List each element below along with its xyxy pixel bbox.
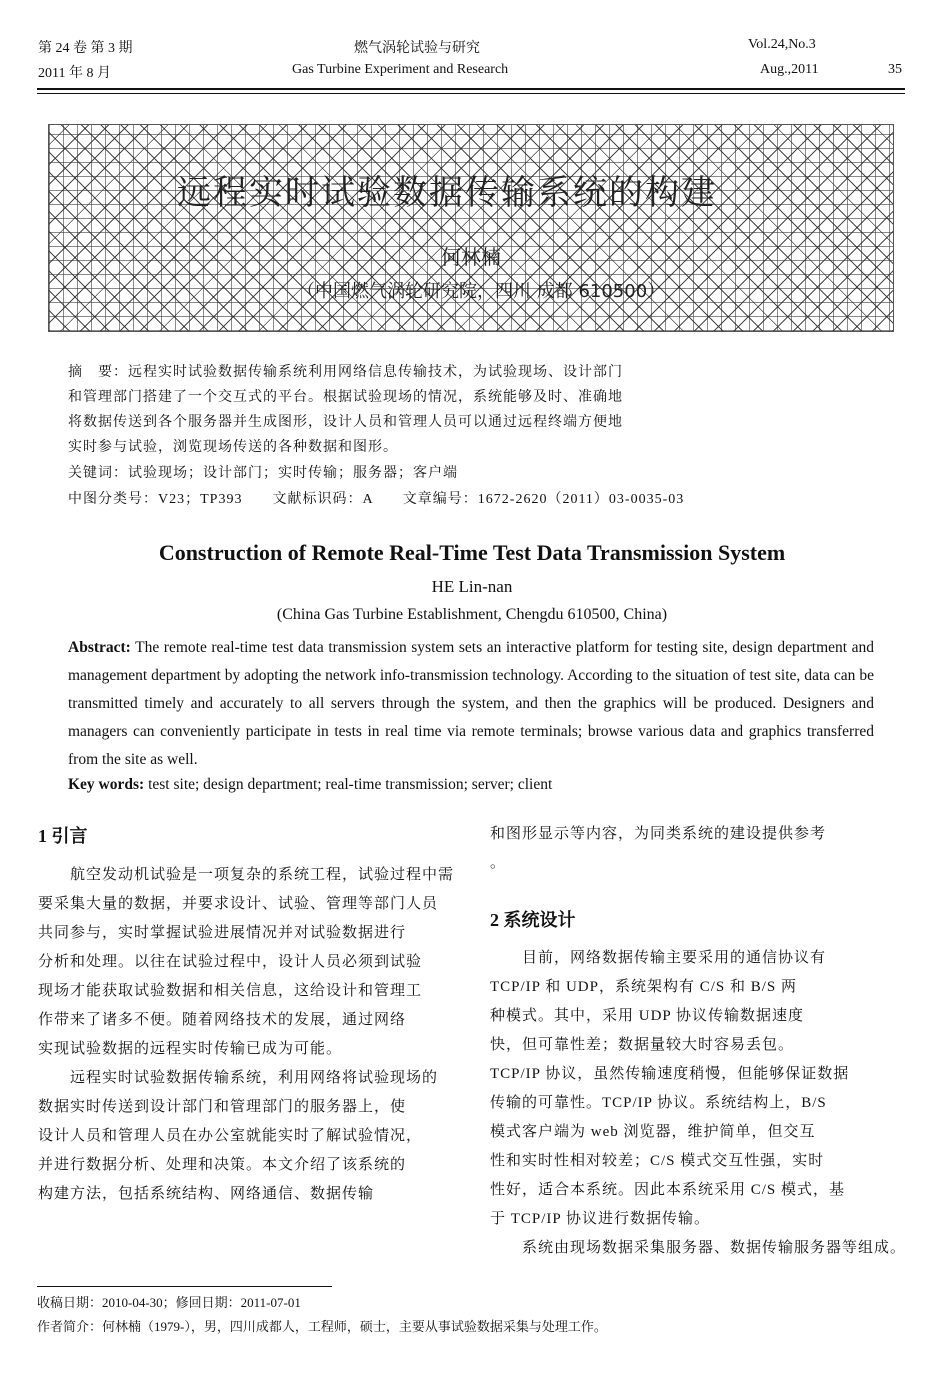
section-1-line: 航空发动机试验是一项复杂的系统工程，试验过程中需: [38, 867, 455, 883]
volume-cn: 第 24 卷 第 3 期: [38, 41, 133, 56]
english-affiliation: (China Gas Turbine Establishment, Chengdu 610500, China): [276, 606, 668, 623]
abstract-cn-line: 将数据传送到各个服务器并生成图形，设计人员和管理人员可以通过远程终端方便地: [68, 415, 623, 430]
footnote-rule: [37, 1286, 332, 1287]
section-1-line: 现场才能获取试验数据和相关信息，这给设计和管理工: [38, 983, 423, 999]
section-1-heading: 1 引言: [38, 826, 88, 846]
abstract-label: Abstract:: [68, 639, 131, 656]
section-1-line: 远程实时试验数据传输系统，利用网络将试验现场的: [38, 1070, 439, 1086]
classification-cn: 中图分类号：V23；TP393 文献标识码：A 文章编号：1672-2620（2011）03-0035-03: [68, 492, 685, 507]
keywords-label: Key words:: [68, 776, 145, 793]
section-2-line: 性好，适合本系统。因此本系统采用 C/S 模式，基: [490, 1182, 846, 1198]
header-rule-thick: [37, 88, 905, 90]
section-1-line: 实现试验数据的远程实时传输已成为可能。: [38, 1041, 343, 1057]
english-keywords: [68, 776, 552, 794]
date-en: Aug.,2011: [760, 62, 819, 77]
section-1-line: 构建方法，包括系统结构、网络通信、数据传输: [38, 1186, 375, 1202]
date-cn: 2011 年 8 月: [38, 66, 111, 81]
chinese-author: 何林楠: [441, 245, 501, 269]
section-2-line: 传输的可靠性。TCP/IP 协议。系统结构上，B/S: [490, 1095, 827, 1111]
author-bio: 作者简介：何林楠（1979-），男，四川成都人，工程师，硕士，主要从事试验数据采集与处理工作。: [37, 1319, 607, 1334]
section-1-line: 设计人员和管理人员在办公室就能实时了解试验情况，: [38, 1128, 423, 1144]
english-author: HE Lin-nan: [431, 577, 513, 596]
abstract-cn-line: 实时参与试验，浏览现场传送的各种数据和图形。: [68, 440, 398, 455]
section-2-line: 快，但可靠性差；数据量较大时容易丢包。: [490, 1037, 795, 1053]
section-1-line: 要采集大量的数据，并要求设计、试验、管理等部门人员: [38, 896, 439, 912]
section-2-line: 目前，网络数据传输主要采用的通信协议有: [490, 950, 827, 966]
section-2-heading: 2 系统设计: [490, 910, 576, 930]
english-abstract: [68, 634, 874, 774]
abstract-cn-line: 摘 要：远程实时试验数据传输系统利用网络信息传输技术，为试验现场、设计部门: [68, 365, 623, 380]
section-2-line: TCP/IP 和 UDP，系统架构有 C/S 和 B/S 两: [490, 979, 797, 995]
keywords-text: test site; design department; real-time transmission; server; client: [144, 776, 553, 793]
english-title: Construction of Remote Real-Time Test Data Transmission System: [158, 540, 786, 565]
chinese-title: 远程实时试验数据传输系统的构建: [177, 173, 717, 213]
section-1-line: 共同参与，实时掌握试验进展情况并对试验数据进行: [38, 925, 407, 941]
section-1-line: 作带来了诸多不便。随着网络技术的发展，通过网络: [38, 1012, 407, 1028]
section-2-line: 系统由现场数据采集服务器、数据传输服务器等组成。: [490, 1240, 907, 1256]
journal-name-en: Gas Turbine Experiment and Research: [292, 62, 509, 77]
header-rule-thin: [37, 93, 905, 94]
section-2-line: TCP/IP 协议，虽然传输速度稍慢，但能够保证数据: [490, 1066, 850, 1082]
keywords-cn: 关键词：试验现场；设计部门；实时传输；服务器；客户端: [68, 466, 458, 481]
section-2-line: 模式客户端为 web 浏览器，维护简单，但交互: [490, 1124, 816, 1140]
page-number: 35: [888, 62, 902, 77]
section-2-line: 性和实时性相对较差；C/S 模式交互性强，实时: [490, 1153, 825, 1169]
volume-en: Vol.24,No.3: [748, 37, 816, 52]
section-1-continued-line: 和图形显示等内容，为同类系统的建设提供参考: [490, 826, 827, 842]
section-1-line: 数据实时传送到设计部门和管理部门的服务器上，使: [38, 1099, 407, 1115]
journal-name-cn: 燃气涡轮试验与研究: [354, 41, 480, 56]
section-1-line: 并进行数据分析、处理和决策。本文介绍了该系统的: [38, 1157, 407, 1173]
chinese-affiliation: （中国燃气涡轮研究院，四川 成都 610500）: [297, 281, 666, 302]
abstract-cn-line: 和管理部门搭建了一个交互式的平台。根据试验现场的情况，系统能够及时、准确地: [68, 390, 623, 405]
section-1-line: 分析和处理。以往在试验过程中，设计人员必须到试验: [38, 954, 423, 970]
title-banner: [48, 124, 894, 332]
section-2-line: 于 TCP/IP 协议进行数据传输。: [490, 1211, 710, 1227]
received-date: 收稿日期：2010-04-30；修回日期：2011-07-01: [37, 1295, 301, 1310]
section-2-line: 种模式。其中，采用 UDP 协议传输数据速度: [490, 1008, 804, 1024]
abstract-text: The remote real-time test data transmission system sets an interactive platform for testing site, design department and management department by adopting the network info-transmission technology. According to the situation of test site, data can be transmitted timely and accurately to all servers through the system, and then the graphics will be produced. Designers and managers can conveniently participate in tests in real time via remote terminals; browse various data and graphics transferred from the site as well.: [68, 639, 874, 768]
section-1-continued-line: 。: [490, 855, 507, 871]
